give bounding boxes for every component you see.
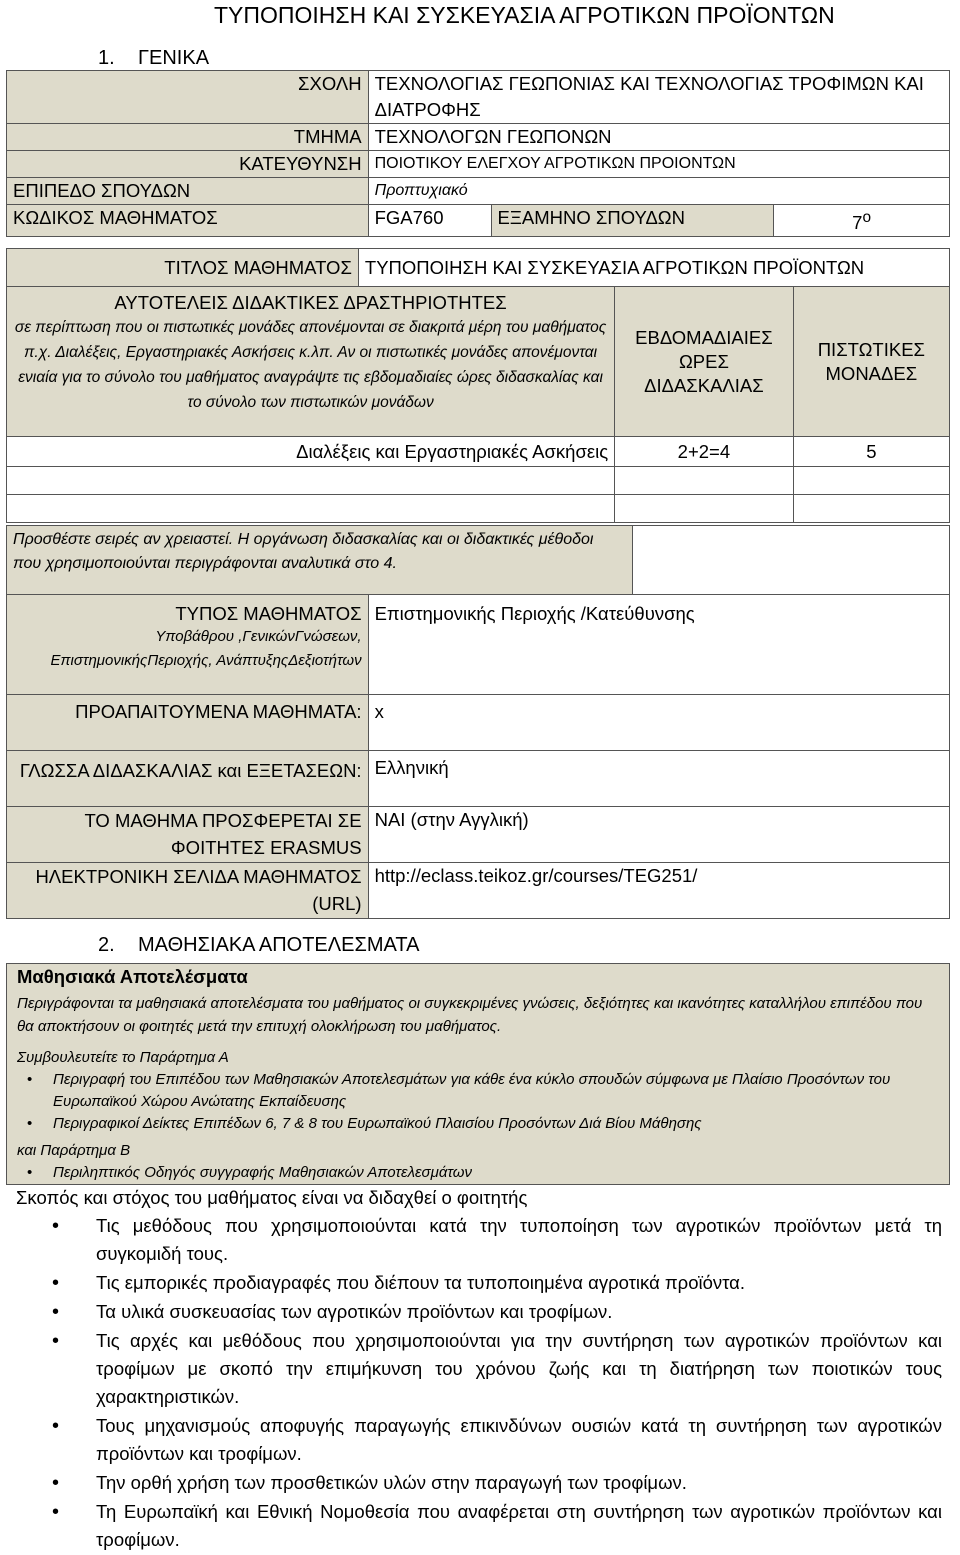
course-aim [16,1184,942,1555]
learning-outcomes-heading: Μαθησιακά Αποτελέσματα [17,966,248,987]
list-item: • Τα υλικά συσκευασίας των αγροτικών προϊόντων και τροφίμων. [96,1298,942,1326]
list-item: • Τις αρχές και μεθόδους που χρησιμοποιούνται για την συντήρηση των αγροτικών προϊόντων και τροφίμων με σκοπό την επιμήκυνση του χρόνου ζωής και τη διατήρηση των ποιοτικών τους χαρακτηριστικών. [96,1327,942,1411]
empty-cell [7,495,615,523]
activity-hours: 2+2=4 [615,437,794,467]
school-value: ΤΕΧΝΟΛΟΓΙΑΣ ΓΕΩΠΟΝΙΑΣ ΚΑΙ ΤΕΧΝΟΛΟΓΙΑΣ ΤΡΟΦΙΜΩΝ ΚΑΙ ΔΙΑΤΡΟΦΗΣ [368,71,949,124]
list-item: • Την ορθή χρήση των προσθετικών υλών στην παραγωγή των τροφίμων. [96,1469,942,1497]
empty-cell [793,495,949,523]
aim-list [16,1212,942,1554]
erasmus-label: ΤΟ ΜΑΘΗΜΑ ΠΡΟΣΦΕΡΕΤΑΙ ΣΕ ΦΟΙΤΗΤΕΣ ERASMUS [7,807,369,863]
table-row [7,205,950,237]
section-2-heading [98,934,419,957]
learning-outcomes-box [6,963,950,1185]
erasmus-value: ΝΑΙ (στην Αγγλική) [368,807,949,863]
semester-label: ΕΞΑΜΗΝΟ ΣΠΟΥΔΩΝ [491,205,774,237]
list-item: • Τη Ευρωπαϊκή και Εθνική Νομοθεσία που αναφέρεται στη συντήρηση των αγροτικών προϊόντων και τροφίμων. [96,1498,942,1554]
url-label: ΗΛΕΚΤΡΟΝΙΚΗ ΣΕΛΙΔΑ ΜΑΘΗΜΑΤΟΣ (URL) [7,863,369,919]
table-row [7,437,950,467]
list-item: • Τις μεθόδους που χρησιμοποιούνται κατά την τυποποίηση των αγροτικών προϊόντων μετά τη συγκομιδή τους. [96,1212,942,1268]
course-url-link[interactable]: http://eclass.teikoz.gr/courses/TEG251/ [368,863,949,919]
annex-b-note: και Παράρτημα Β [17,1142,131,1159]
activities-header [7,287,615,437]
aim-intro: Σκοπός και στόχος του μαθήματος είναι να διδαχθεί ο φοιτητής [16,1187,528,1208]
list-item: • Περιγραφικοί Δείκτες Επιπέδων 6, 7 & 8 του Ευρωπαϊκού Πλαισίου Προσόντων Διά Βίου Μάθησης [53,1113,939,1135]
section-title: ΜΑΘΗΣΙΑΚΑ ΑΠΟΤΕΛΕΣΜΑΤΑ [138,934,420,956]
prerequisites-value: x [368,695,949,751]
table-row [7,807,950,863]
annex-b-list [17,1162,939,1184]
course-type-title: ΤΥΠΟΣ ΜΑΘΗΜΑΤΟΣ [175,603,362,624]
section-1-heading [98,47,209,70]
table-row [7,467,950,495]
activities-footer-note: Προσθέστε σειρές αν χρειαστεί. Η οργάνωση διδασκαλίας και οι διδακτικές μέθοδοι που χρησιμοποιούνται περιγράφονται αναλυτικά στο 4. [6,525,633,595]
table-row [7,178,950,205]
list-item: • Τις εμπορικές προδιαγραφές που διέπουν τα τυποποιημένα αγροτικά προϊόντα. [96,1269,942,1297]
section-title: ΓΕΝΙΚΑ [138,47,210,69]
activities-table [6,248,950,523]
language-label: ΓΛΩΣΣΑ ΔΙΔΑΣΚΑΛΙΑΣ και ΕΞΕΤΑΣΕΩΝ: [7,751,369,807]
language-value: Ελληνική [368,751,949,807]
code-label: ΚΩΔΙΚΟΣ ΜΑΘΗΜΑΤΟΣ [7,205,369,237]
course-title-label: ΤΙΤΛΟΣ ΜΑΘΗΜΑΤΟΣ [7,249,359,287]
table-row [7,595,950,695]
empty-cell [615,467,794,495]
credits-header: ΠΙΣΤΩΤΙΚΕΣ ΜΟΝΑΔΕΣ [793,287,949,437]
annex-a-note: Συμβουλευτείτε το Παράρτημα Α [17,1049,229,1066]
section-number: 1. [98,47,115,69]
school-label: ΣΧΟΛΗ [7,71,369,124]
activities-header-title: ΑΥΤΟΤΕΛΕΙΣ ΔΙΔΑΚΤΙΚΕΣ ΔΡΑΣΤΗΡΙΟΤΗΤΕΣ [114,292,507,313]
semester-number: 7 [852,212,863,234]
empty-cell [7,467,615,495]
course-details-table [6,594,950,919]
general-info-table [6,70,950,237]
department-label: ΤΜΗΜΑ [7,124,369,151]
department-value: ΤΕΧΝΟΛΟΓΩΝ ΓΕΩΠΟΝΩΝ [368,124,949,151]
activity-name: Διαλέξεις και Εργαστηριακές Ασκήσεις [7,437,615,467]
table-row [7,287,950,437]
semester-superscript: ο [862,209,872,226]
list-item: • Περιγραφή του Επιπέδου των Μαθησιακών Αποτελεσμάτων για κάθε ένα κύκλο σπουδών σύμφωνα με Πλαίσιο Προσόντων του Ευρωπαϊκού Χώρου Ανώτατης Εκπαίδευσης [53,1069,939,1113]
empty-cell [615,495,794,523]
activity-credits: 5 [793,437,949,467]
table-row [7,863,950,919]
empty-cell [632,525,950,595]
table-row [7,71,950,124]
document-title: ΤΥΠΟΠΟΙΗΣΗ ΚΑΙ ΣΥΣΚΕΥΑΣΙΑ ΑΓΡΟΤΙΚΩΝ ΠΡΟΪΟΝΤΩΝ [214,2,835,28]
list-item: • Περιληπτικός Οδηγός συγγραφής Μαθησιακών Αποτελεσμάτων [53,1162,939,1184]
course-title-value: ΤΥΠΟΠΟΙΗΣΗ ΚΑΙ ΣΥΣΚΕΥΑΣΙΑ ΑΓΡΟΤΙΚΩΝ ΠΡΟΪΟΝΤΩΝ [358,249,949,287]
course-type-label [7,595,369,695]
annex-a-list [17,1069,939,1135]
table-row [7,151,950,178]
semester-value [774,205,950,237]
table-row [7,495,950,523]
table-row [7,124,950,151]
prerequisites-label: ΠΡΟΑΠΑΙΤΟΥΜΕΝΑ ΜΑΘΗΜΑΤΑ: [7,695,369,751]
course-type-hint: Υποβάθρου ,ΓενικώνΓνώσεων, ΕπιστημονικήςΠεριοχής, ΑνάπτυξηςΔεξιοτήτων [50,628,362,669]
table-row [7,695,950,751]
table-row [7,751,950,807]
level-label: ΕΠΙΠΕΔΟ ΣΠΟΥΔΩΝ [7,178,369,205]
code-value: FGA760 [368,205,491,237]
level-value: Προπτυχιακό [368,178,949,205]
direction-value: ΠΟΙΟΤΙΚΟΥ ΕΛΕΓΧΟΥ ΑΓΡΟΤΙΚΩΝ ΠΡΟΙΟΝΤΩΝ [368,151,949,178]
list-item: • Τους μηχανισμούς αποφυγής παραγωγής επικινδύνων ουσιών κατά τη συντήρηση των αγροτικών προϊόντων και τροφίμων. [96,1412,942,1468]
weekly-hours-header: ΕΒΔΟΜΑΔΙΑΙΕΣ ΩΡΕΣ ΔΙΔΑΣΚΑΛΙΑΣ [615,287,794,437]
table-row [7,249,950,287]
direction-label: ΚΑΤΕΥΘΥΝΣΗ [7,151,369,178]
course-type-value: Επιστημονικής Περιοχής /Κατεύθυνσης [368,595,949,695]
empty-cell [793,467,949,495]
section-number: 2. [98,934,115,956]
activities-header-note: σε περίπτωση που οι πιστωτικές μονάδες απονέμονται σε διακριτά μέρη του μαθήματος π.χ. Διαλέξεις, Εργαστηριακές Ασκήσεις κ.λπ. Αν οι πιστωτικές μονάδες απονέμονται ενιαία για το σύνολο του μαθήματος αναγράψτε τις εβδομαδιαίες ώρες διδασκαλίας και το σύνολο των πιστωτικών μονάδων [14,319,607,411]
learning-outcomes-description: Περιγράφονται τα μαθησιακά αποτελέσματα του μαθήματος οι συγκεκριμένες γνώσεις, δεξιότητες και ικανότητες καταλλήλου επιπέδου που θα αποκτήσουν οι φοιτητές μετά την επιτυχή ολοκλήρωση του μαθήματος. [17,995,923,1035]
